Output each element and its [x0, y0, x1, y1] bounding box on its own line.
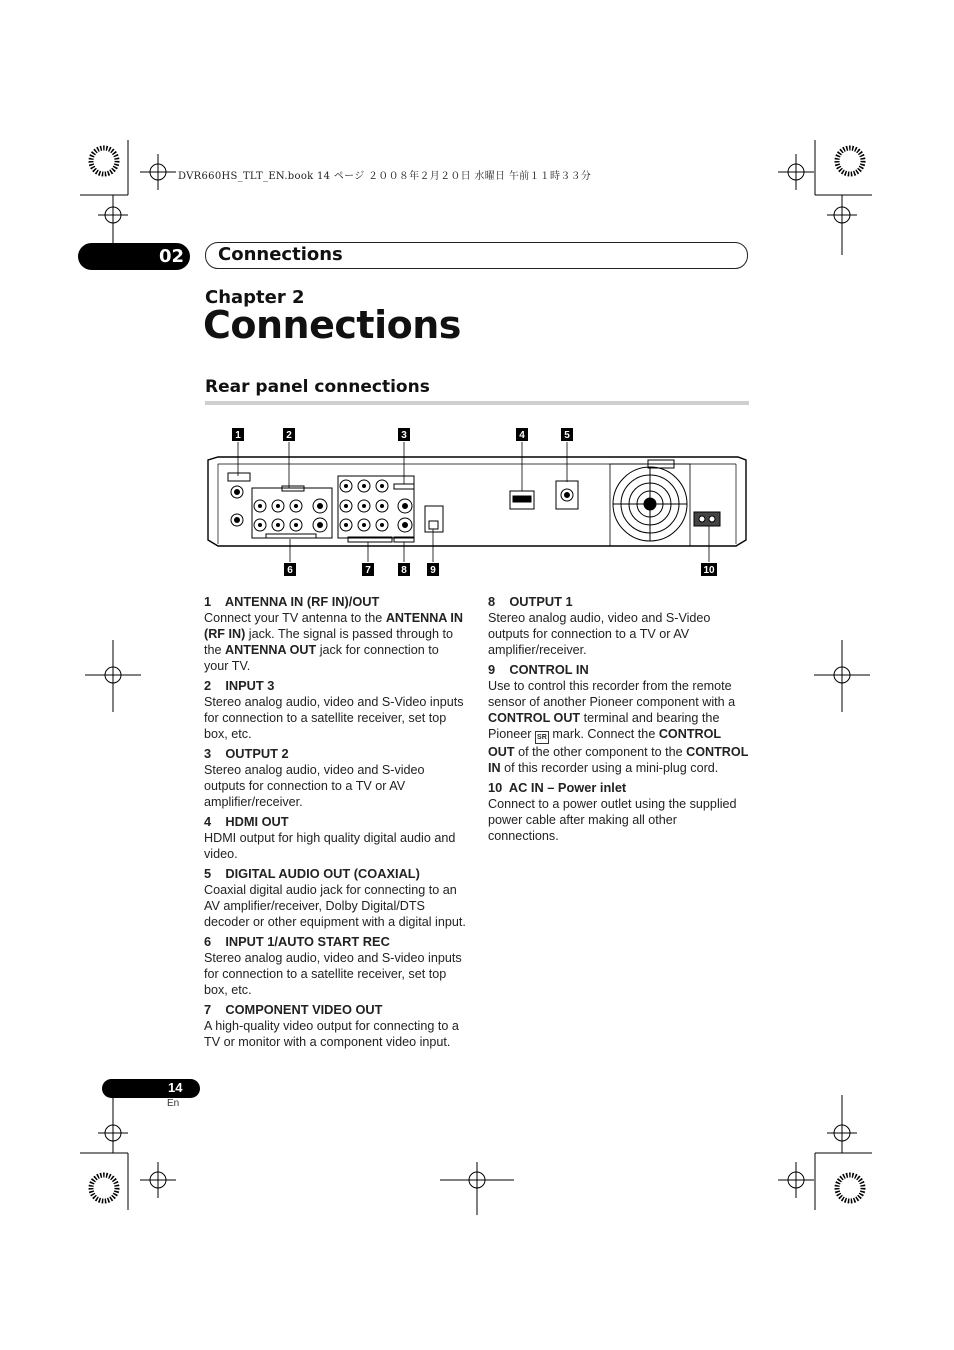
callout-2: 2	[286, 430, 292, 441]
running-header	[205, 242, 748, 269]
page-language: En	[167, 1098, 180, 1109]
left-column	[204, 594, 466, 1054]
page-number: 14	[168, 1080, 183, 1095]
item-output-2: 3 OUTPUT 2 Stereo analog audio, video and S-video outputs for connection to a TV or AV amplifier/receiver.	[204, 746, 425, 809]
print-header: DVR660HS_TLT_EN.book 14 ページ ２００８年２月２０日 水曜日 午前１１時３３分	[178, 171, 592, 182]
item-ac-in: 10 AC IN – Power inlet Connect to a power outlet using the supplied power cable after making all other connections.	[488, 780, 737, 843]
rear-panel-diagram	[200, 424, 752, 584]
item-hdmi-out: 4 HDMI OUT HDMI output for high quality digital audio and video.	[204, 814, 456, 861]
callout-10: 10	[703, 565, 715, 576]
item-component-video-out: 7 COMPONENT VIDEO OUT A high-quality video output for connecting to a TV or monitor with a component video input.	[204, 1002, 459, 1049]
callouts-top	[232, 428, 573, 441]
callout-4: 4	[519, 430, 525, 441]
item-antenna: 1 ANTENNA IN (RF IN)/OUT Connect your TV antenna to the ANTENNA IN (RF IN) jack. The signal is passed through to the ANTENNA OUT jack for connection to your TV.	[204, 594, 464, 673]
sr-mark-icon: SR	[535, 731, 549, 744]
running-header-title: Connections	[218, 244, 343, 265]
chapter-tab-number: 02	[158, 246, 184, 267]
chapter-label: Chapter 2	[205, 287, 305, 308]
callout-9: 9	[430, 565, 436, 576]
page-number-tab	[102, 1079, 200, 1098]
item-digital-audio-out: 5 DIGITAL AUDIO OUT (COAXIAL) Coaxial digital audio jack for connecting to an AV amplifier/receiver, Dolby Digital/DTS decoder or other equipment with a digital input.	[204, 866, 466, 929]
right-column	[488, 594, 750, 848]
page-title: Connections	[203, 303, 461, 347]
chapter-tab	[78, 243, 190, 270]
callout-1: 1	[235, 430, 241, 441]
callouts-bottom	[284, 563, 717, 576]
section-rule	[205, 401, 749, 405]
item-control-in: 9 CONTROL IN Use to control this recorder from the remote sensor of another Pioneer component with a CONTROL OUT terminal and bearing the Pioneer SR mark. Connect the CONTROL OUT of the other component to the CONTROL IN of this recorder using a mini-plug cord.	[488, 662, 749, 775]
item-input-1: 6 INPUT 1/AUTO START REC Stereo analog audio, video and S-video inputs for connection to a satellite receiver, set top box, etc.	[204, 934, 462, 997]
item-output-1: 8 OUTPUT 1 Stereo analog audio, video and S-Video outputs for connection to a TV or AV amplifier/receiver.	[488, 594, 711, 657]
callout-6: 6	[287, 565, 293, 576]
callout-5: 5	[564, 430, 570, 441]
callout-8: 8	[401, 565, 407, 576]
section-title: Rear panel connections	[205, 377, 430, 397]
callout-3: 3	[401, 430, 407, 441]
callout-7: 7	[365, 565, 371, 576]
item-input-3: 2 INPUT 3 Stereo analog audio, video and S-Video inputs for connection to a satellite receiver, set top box, etc.	[204, 678, 464, 741]
